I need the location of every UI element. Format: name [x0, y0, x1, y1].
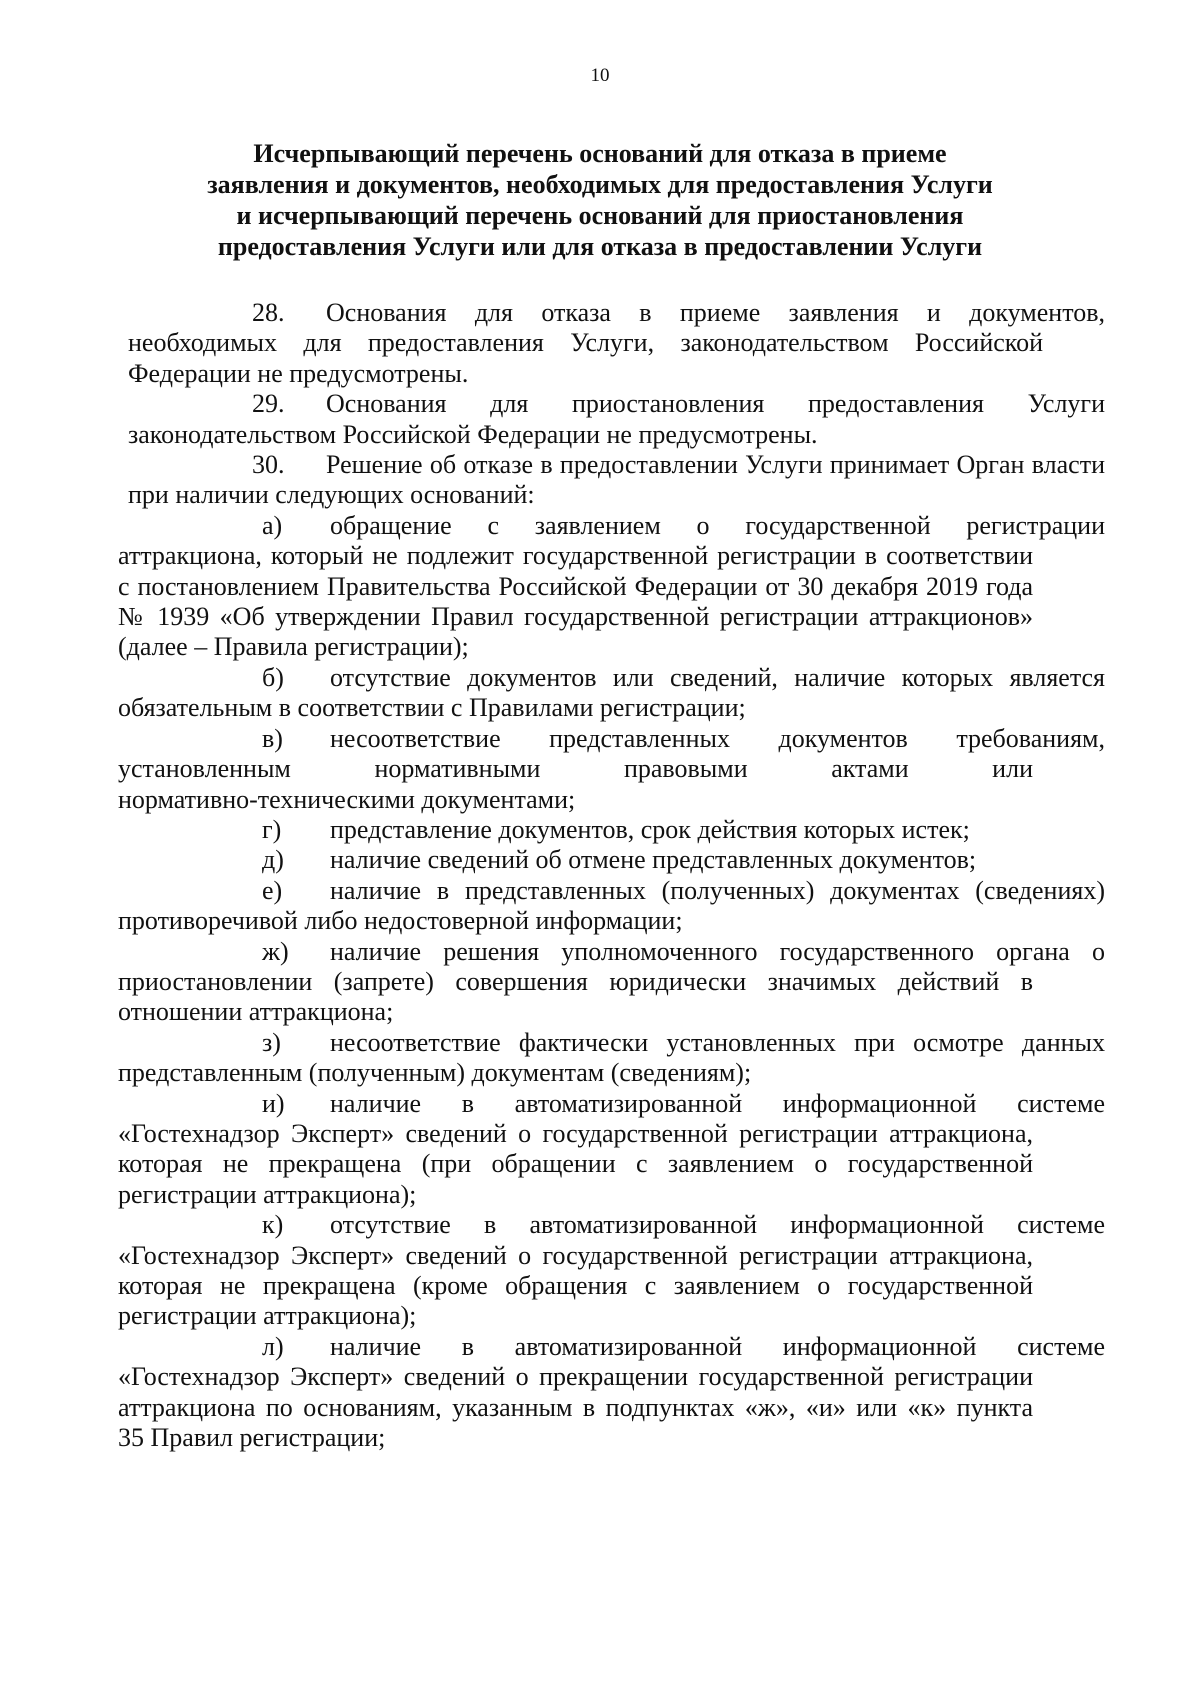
text-line: представление документов, срок действия которых истек;: [330, 814, 970, 844]
text-line: Основания для приостановления предоставления Услуги: [326, 389, 1105, 419]
subitem-marker: и): [262, 1088, 285, 1118]
subitem-a: [118, 510, 1105, 663]
text-line: 35 Правил регистрации;: [118, 1423, 386, 1453]
subitem-marker: к): [262, 1210, 284, 1240]
heading-line: Исчерпывающий перечень оснований для отказа в приеме: [253, 139, 947, 168]
section-heading: [140, 138, 1060, 262]
text-line: противоречивой либо недостоверной информации;: [118, 906, 683, 936]
heading-line: заявления и документов, необходимых для предоставления Услуги: [207, 170, 993, 199]
text-line: Основания для отказа в приеме заявления и документов,: [326, 298, 1105, 327]
text-line: аттракциона, который не подлежит государственной регистрации в соответствии: [118, 541, 1033, 571]
subitem-marker: б): [262, 662, 284, 692]
text-line: «Гостехнадзор Эксперт» сведений о государственной регистрации аттракциона,: [118, 1240, 1033, 1270]
text-line: с постановлением Правительства Российской Федерации от 30 декабря 2019 года: [118, 571, 1033, 601]
text-line: наличие в автоматизированной информационной системе: [330, 1088, 1105, 1118]
paragraph-marker: 29.: [252, 389, 285, 419]
subitem-text: [330, 815, 1105, 844]
heading-line: предоставления Услуги или для отказа в предоставлении Услуги: [217, 232, 983, 261]
text-line: обращение с заявлением о государственной регистрации: [330, 510, 1105, 540]
subitem-k: [118, 1210, 1105, 1332]
subitem-marker: е): [262, 875, 283, 905]
text-line: № 1939 «Об утверждении Правил государственной регистрации аттракционов»: [118, 602, 1033, 632]
subitem-v: [118, 723, 1105, 815]
paragraph-text: [128, 389, 1105, 450]
text-line: отсутствие документов или сведений, наличие которых является: [330, 662, 1105, 692]
text-line: (далее – Правила регистрации);: [118, 632, 469, 662]
subitem-marker: з): [262, 1027, 281, 1057]
text-line: необходимых для предоставления Услуги, законодательством Российской: [128, 328, 1043, 358]
text-line: обязательным в соответствии с Правилами регистрации;: [118, 693, 746, 723]
text-line: которая не прекращена (при обращении с заявлением о государственной: [118, 1149, 1033, 1179]
subitem-z: [118, 1027, 1105, 1089]
subitem-zh: [118, 936, 1105, 1028]
body-text: [118, 298, 1105, 1453]
text-line: представленным (полученным) документам (сведениям);: [118, 1058, 752, 1088]
paragraph-marker: 28.: [252, 298, 285, 327]
text-line: наличие в представленных (полученных) документах (сведениях): [330, 875, 1105, 905]
text-line: несоответствие фактически установленных при осмотре данных: [330, 1027, 1105, 1057]
paragraph-text: [128, 450, 1105, 511]
subitem-marker: ж): [262, 936, 289, 966]
text-line: аттракциона по основаниям, указанным в подпунктах «ж», «и» или «к» пункта: [118, 1392, 1033, 1422]
text-line: регистрации аттракциона);: [118, 1179, 417, 1209]
page-number: 10: [590, 65, 610, 86]
paragraph-30: [128, 450, 1105, 511]
subitem-e: [118, 875, 1105, 937]
subitem-text: [330, 845, 1105, 874]
text-line: наличие сведений об отмене представленных документов;: [330, 845, 977, 875]
text-line: Федерации не предусмотрены.: [128, 358, 469, 388]
text-line: законодательством Российской Федерации не предусмотрены.: [128, 419, 818, 449]
text-line: «Гостехнадзор Эксперт» сведений о государственной регистрации аттракциона,: [118, 1118, 1033, 1148]
text-line: несоответствие представленных документов требованиям,: [330, 723, 1105, 753]
subitem-marker: в): [262, 723, 283, 753]
text-line: приостановлении (запрете) совершения юридически значимых действий в: [118, 966, 1033, 996]
text-line: отсутствие в автоматизированной информационной системе: [330, 1210, 1105, 1240]
text-line: отношении аттракциона;: [118, 997, 394, 1027]
text-line: «Гостехнадзор Эксперт» сведений о прекращении государственной регистрации: [118, 1362, 1033, 1392]
text-line: наличие решения уполномоченного государственного органа о: [330, 936, 1105, 966]
subitem-marker: д): [262, 845, 284, 875]
text-line: которая не прекращена (кроме обращения с заявлением о государственной: [118, 1271, 1033, 1300]
paragraph-marker: 30.: [252, 450, 285, 480]
text-line: наличие в автоматизированной информационной системе: [330, 1331, 1105, 1361]
text-line: нормативно-техническими документами;: [118, 784, 576, 814]
text-line: при наличии следующих оснований:: [128, 480, 535, 510]
text-line: установленным нормативными правовыми актами или: [118, 754, 1033, 784]
subitem-l: [118, 1331, 1105, 1454]
subitem-marker: г): [262, 814, 282, 844]
paragraph-text: [128, 298, 1105, 389]
heading-line: и исчерпывающий перечень оснований для приостановления: [236, 201, 964, 230]
text-line: регистрации аттракциона);: [118, 1301, 417, 1331]
subitem-d: [190, 845, 1105, 875]
subitem-i: [118, 1088, 1105, 1211]
subitem-g: [190, 815, 1105, 845]
paragraph-28: [128, 298, 1105, 389]
subitem-b: [118, 662, 1105, 724]
text-line: Решение об отказе в предоставлении Услуги принимает Орган власти: [326, 450, 1105, 480]
subitem-marker: л): [262, 1331, 284, 1361]
subitem-marker: а): [262, 510, 283, 540]
paragraph-29: [128, 389, 1105, 450]
